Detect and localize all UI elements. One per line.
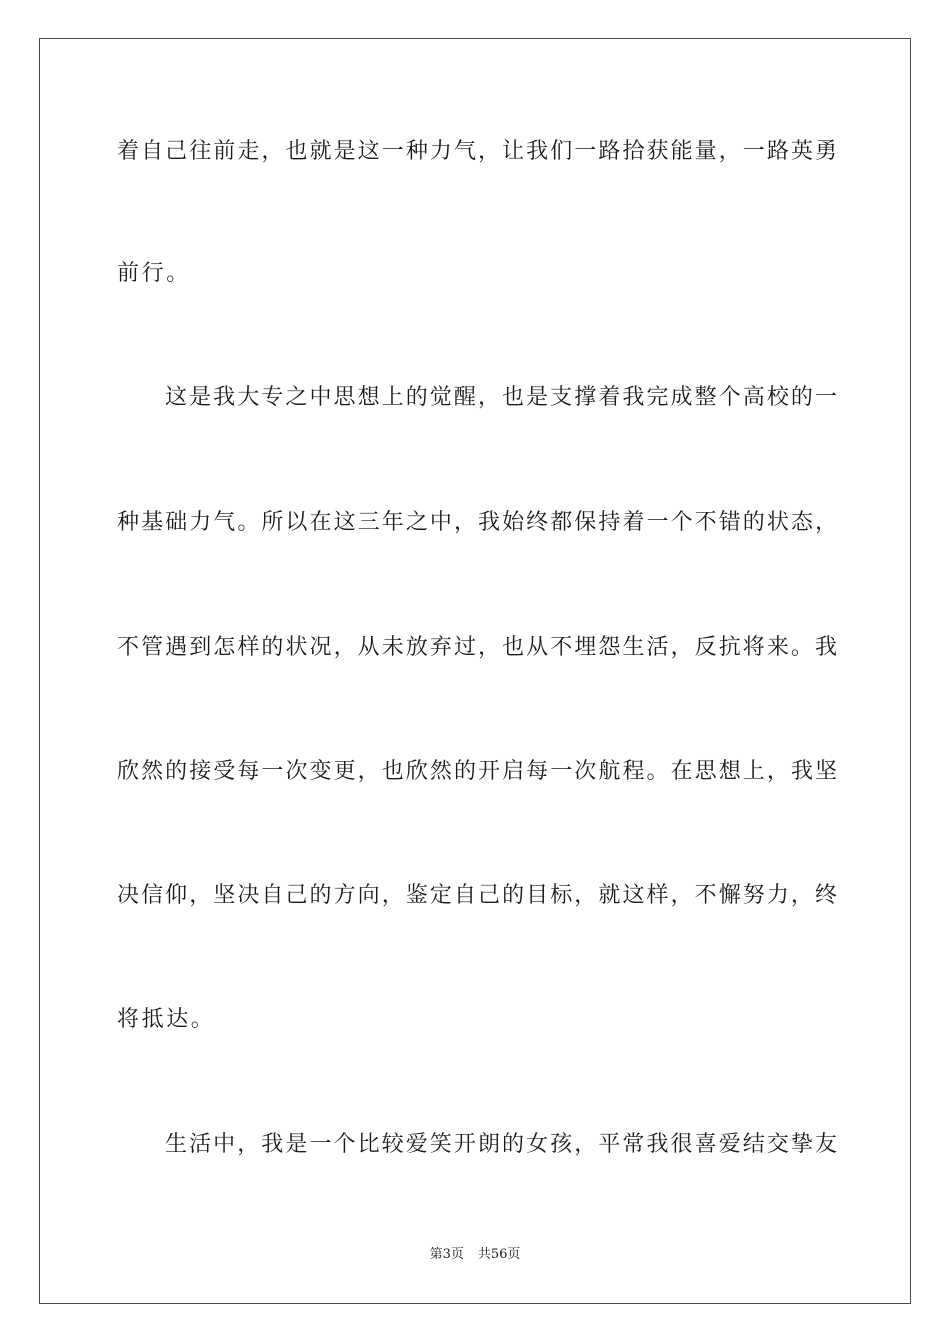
body-text-line: 着自己往前走，也就是这一种力气，让我们一路拾获能量，一路英勇 — [117, 139, 837, 164]
body-text-line: 决信仰，坚决自己的方向，鉴定自己的目标，就这样，不懈努力，终 — [117, 883, 837, 908]
page-border — [39, 38, 911, 1304]
body-text-line: 不管遇到怎样的状况，从未放弃过，也从不埋怨生活，反抗将来。我 — [117, 635, 837, 660]
page-footer — [0, 1246, 950, 1264]
page-total: 共56页 — [477, 1247, 521, 1262]
paragraph-first-line: 这是我大专之中思想上的觉醒，也是支撑着我完成整个高校的一 — [165, 385, 837, 410]
page-number: 第3页 — [429, 1247, 464, 1262]
body-text-line: 前行。 — [117, 261, 191, 286]
body-text-line: 将抵达。 — [117, 1007, 216, 1032]
paragraph-first-line: 生活中，我是一个比较爱笑开朗的女孩，平常我很喜爱结交挚友 — [165, 1132, 837, 1157]
body-text-line: 种基础力气。所以在这三年之中，我始终都保持着一个不错的状态， — [117, 510, 837, 535]
body-text-line: 欣然的接受每一次变更，也欣然的开启每一次航程。在思想上，我坚 — [117, 759, 837, 784]
